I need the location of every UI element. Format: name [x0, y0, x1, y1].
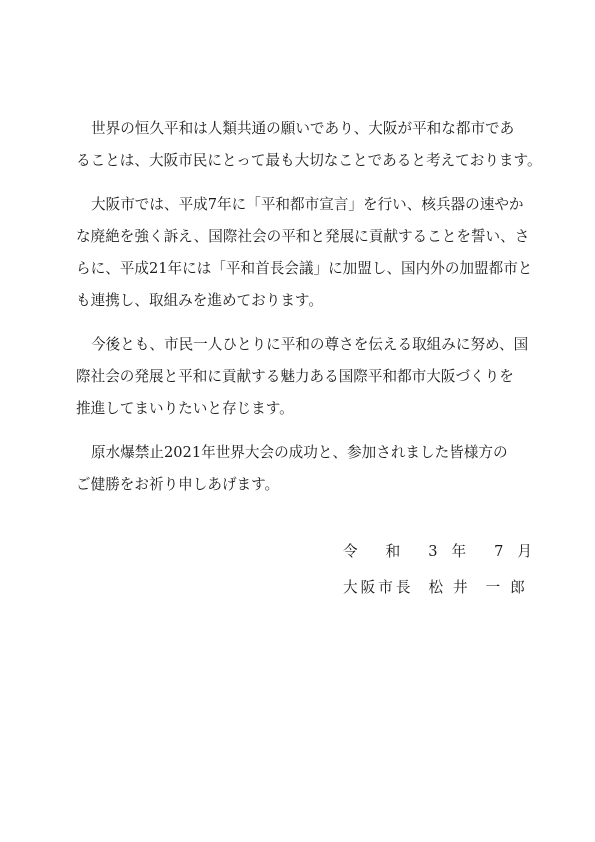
signer-title-char: 長 — [395, 579, 411, 596]
signer-name-char: 井 — [453, 579, 468, 596]
paragraph-line: ることは、大阪市民にとって最も大切なことであると考えております。 — [76, 152, 542, 169]
signer-title-char: 大 — [343, 579, 358, 596]
signer-title-char: 市 — [378, 579, 393, 596]
paragraph-3 — [76, 329, 529, 425]
date-era-char: 令 — [343, 543, 358, 560]
date-month-unit: 月 — [517, 543, 533, 560]
message-body — [76, 113, 542, 513]
date-month: 7 — [494, 543, 504, 560]
signature-line — [343, 574, 532, 602]
paragraph-line: 際社会の発展と平和に貢献する魅力ある国際平和都市大阪づくりを — [76, 368, 514, 385]
paragraph-line: 推進してまいりたいと存じます。 — [76, 400, 294, 417]
date-era-char: 和 — [385, 543, 401, 560]
paragraph-line: 今後とも、市民一人ひとりに平和の尊さを伝える取組みに努め、国 — [91, 336, 529, 353]
signer-name — [428, 579, 524, 596]
paragraph-2 — [76, 189, 533, 317]
paragraph-4 — [76, 437, 526, 501]
paragraph-line: な廃絶を強く訴え、国際社会の平和と発展に貢献することを誓い、さ — [76, 228, 530, 245]
paragraph-line: 大阪市では、平成7年に「平和都市宣言」を行い、核兵器の速やか — [91, 196, 524, 213]
signer-name-char: 松 — [428, 579, 444, 596]
paragraph-line: らに、平成21年には「平和首長会議」に加盟し、国内外の加盟都市と — [76, 260, 533, 277]
signer-title-char: 阪 — [360, 579, 376, 596]
paragraph-line: 世界の恒久平和は人類共通の願いであり、大阪が平和な都市であ — [91, 120, 515, 137]
signer-title — [343, 579, 410, 596]
paragraph-line: も連携し、取組みを進めております。 — [76, 292, 323, 309]
date-line — [343, 538, 532, 566]
date-year: 3 — [428, 543, 438, 560]
signer-name-char: 一 — [485, 579, 501, 596]
signer-name-char: 郎 — [510, 579, 525, 596]
date-year-unit: 年 — [451, 543, 467, 560]
closing-block — [343, 538, 532, 602]
paragraph-line: ご健勝をお祈り申しあげます。 — [76, 476, 280, 493]
paragraph-1 — [76, 113, 542, 177]
paragraph-line: 原水爆禁止2021年世界大会の成功と、参加されました皆様方の — [91, 444, 508, 461]
